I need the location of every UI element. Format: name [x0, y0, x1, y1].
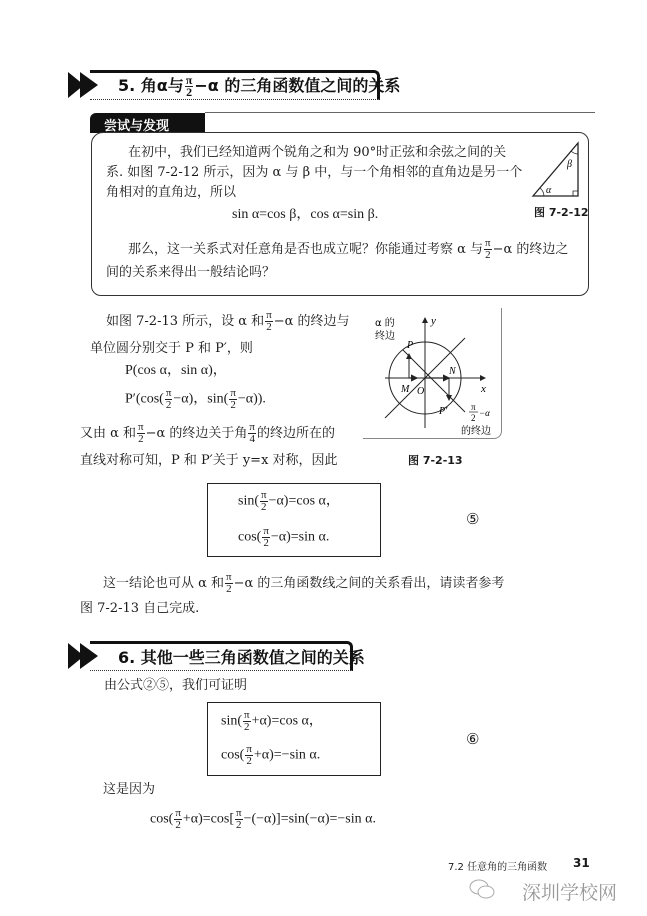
chat-bubble-icon: [468, 878, 496, 900]
figure-7-2-12-label: 图 7-2-12: [534, 206, 589, 219]
svg-text:π: π: [471, 402, 476, 412]
svg-text:O: O: [417, 386, 425, 397]
try-formula: sin α=cos β，cos α=sin β.: [232, 207, 379, 222]
section-6-header: [68, 641, 365, 671]
unit-circle-figure: [365, 310, 500, 438]
formula-6-row-2: cos( $\frac{\pi}{2}$ +α)=−sin α.: [221, 743, 321, 767]
proof-intro: 这是因为: [103, 782, 156, 797]
body2-line-1: 这一结论也可从 α 和 $\frac{\pi}{2}$ −α 的三角函数线之间的关系看出，请读者参考: [103, 571, 505, 595]
svg-text:2: 2: [471, 413, 476, 423]
formula-5-number: ⑤: [466, 512, 480, 528]
formula-6-number: ⑥: [466, 732, 480, 748]
svg-text:P′: P′: [439, 406, 448, 417]
svg-text:α 的: α 的: [375, 318, 395, 329]
section-6-intro: 由公式②⑤，我们可证明: [104, 678, 248, 693]
svg-text:y: y: [431, 315, 436, 327]
svg-text:的终边: 的终边: [461, 426, 491, 437]
section-6-title: 6. 其他一些三角函数值之间的关系: [118, 648, 365, 667]
try-line-1: 在初中，我们已经知道两个锐角之和为 90°时正弦和余弦之间的关: [128, 145, 507, 160]
body1-line-6: 直线对称可知，P 和 P′关于 y=x 对称，因此: [80, 453, 338, 468]
body1-line-5: 又由 α 和 $\frac{\pi}{2}$ −α 的终边关于角 $\frac{\pi}{4}$ 的终边所在的: [80, 421, 335, 445]
section-5-title: 5. 角α与 $\frac{\pi}{2}$ −α 的三角函数值之间的关系: [118, 73, 401, 99]
svg-text:x: x: [481, 383, 486, 395]
p-prime-coordinates: P′(cos( $\frac{\pi}{2}$ −α)，sin( $\frac{\pi}{2}$ −α)).: [125, 387, 266, 411]
try-line-2: 系. 如图 7-2-12 所示，因为 α 与 β 中，与一个角相邻的直角边是另一个: [106, 165, 523, 180]
svg-text:M: M: [401, 384, 410, 395]
try-question-1: 那么，这一关系式对任意角是否也成立呢？你能通过考察 α 与 $\frac{\pi}{2}$ −α 的终边之: [128, 237, 569, 261]
p-coordinates: P(cos α，sin α)，: [125, 363, 227, 378]
watermark: 深圳学校网: [522, 882, 618, 904]
right-triangle-figure: [530, 140, 585, 200]
svg-text:β: β: [567, 159, 572, 170]
body1-line-2: 单位圆分别交于 P 和 P′，则: [90, 341, 253, 356]
figure-7-2-13-label: 图 7-2-13: [408, 454, 463, 467]
svg-text:−α: −α: [479, 408, 490, 418]
body1-line-1: 如图 7-2-13 所示，设 α 和 $\frac{\pi}{2}$ −α 的终边与: [106, 309, 350, 333]
svg-text:终边: 终边: [375, 331, 395, 342]
body2-line-2: 图 7-2-13 自己完成.: [80, 601, 200, 616]
page-number: 31: [573, 856, 590, 870]
svg-text:N: N: [449, 366, 456, 377]
try-question-2: 间的关系来得出一般结论吗？: [106, 265, 276, 280]
svg-text:α: α: [546, 185, 552, 196]
try-discover-tab: 尝试与发现: [90, 113, 205, 133]
section-5-header: [68, 70, 401, 100]
proof-formula: cos( $\frac{\pi}{2}$ +α)=cos[ $\frac{\pi}{2}$ −(−α)]=sin(−α)=−sin α.: [150, 807, 376, 831]
try-line-3: 角相对的直角边，所以: [106, 185, 237, 200]
formula-6-row-1: sin( $\frac{\pi}{2}$ +α)=cos α，: [221, 709, 323, 733]
divider: [205, 112, 595, 113]
formula-5-row-1: sin( $\frac{\pi}{2}$ −α)=cos α，: [238, 489, 340, 513]
footer-chapter: 7.2 任意角的三角函数: [448, 862, 548, 873]
svg-text:P: P: [407, 340, 414, 351]
formula-5-row-2: cos( $\frac{\pi}{2}$ −α)=sin α.: [238, 525, 330, 549]
